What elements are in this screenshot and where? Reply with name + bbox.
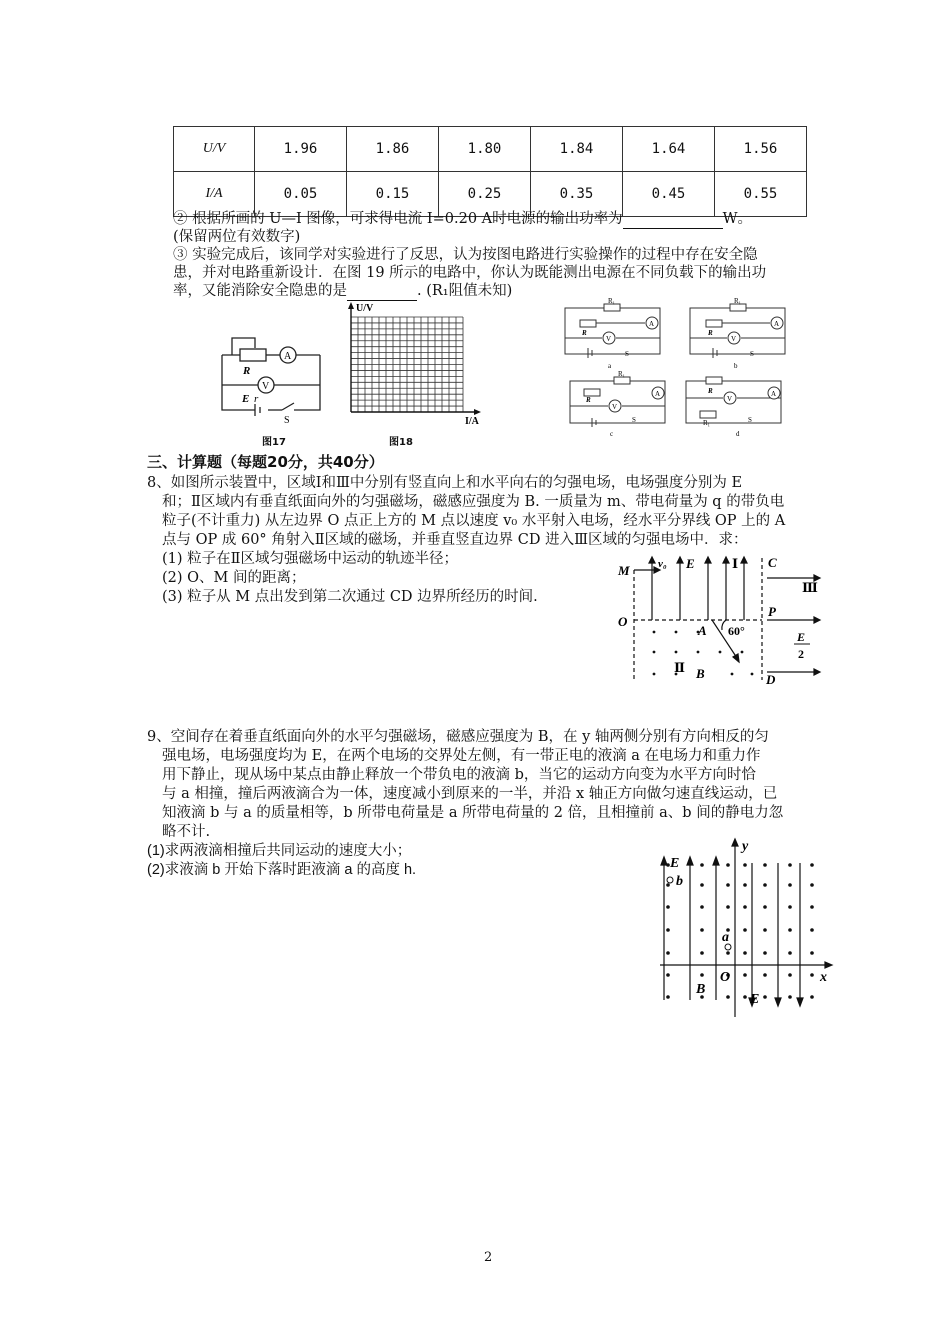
table-row xyxy=(174,127,807,172)
svg-text:R: R xyxy=(582,329,587,337)
figure-18-grid xyxy=(338,300,490,428)
table-cell: 1.80 xyxy=(439,127,531,172)
answer-blank xyxy=(347,282,417,301)
q9-item: (1)求两液滴相撞后共同运动的速度大小； xyxy=(147,843,412,859)
svg-text:R₁: R₁ xyxy=(734,298,742,305)
table-cell: 0.25 xyxy=(439,172,531,217)
field-E-bottom-label: E xyxy=(750,992,760,1007)
table-cell: 0.15 xyxy=(347,172,439,217)
section-heading: 三、计算题（每题20分，共40分） xyxy=(147,453,384,471)
q9-item: (2)求液滴 b 开始下落时距液滴 a 的高度 h. xyxy=(147,862,417,878)
field-E-label: E xyxy=(686,556,695,571)
y-axis-label: y xyxy=(742,839,749,854)
table-cell: 0.45 xyxy=(623,172,715,217)
figure-17-circuit xyxy=(210,330,330,425)
part2-line5: 率，又能消除安全隐患的是 . (R₁阻值未知) xyxy=(173,283,513,299)
part2-line4: 患，并对电路重新设计．在图 19 所示的电路中，你认为既能测出电源在不同负载下的输出功 xyxy=(173,265,767,281)
fraction-denominator: 2 xyxy=(798,647,804,661)
circuit-label-d: d xyxy=(736,430,740,438)
svg-text:S: S xyxy=(625,350,629,358)
y-axis-label: U/V xyxy=(356,303,374,314)
q8-line: 点与 OP 成 60° 角射入Ⅱ区域的磁场，并垂直竖直边界 CD 进入Ⅲ区域的匀强电场中．求： xyxy=(162,532,748,548)
point-M: M xyxy=(618,563,630,578)
q8-field-figure xyxy=(612,550,832,690)
q8-line: 和；Ⅱ区域内有垂直纸面向外的匀强磁场，磁感应强度为 B. 一质量为 m、带电荷量为 q 的带负电 xyxy=(162,494,785,510)
q9-line: 知液滴 b 与 a 的质量相等，b 所带电荷量是 a 所带电荷量的 2 倍，且相撞前 a、b 间的静电力忽 xyxy=(162,805,784,821)
svg-text:V: V xyxy=(606,335,612,343)
emf-label: E xyxy=(242,393,250,405)
resistor-label: R xyxy=(243,365,251,377)
droplet-b-label: b xyxy=(676,874,683,889)
table-cell: 1.64 xyxy=(623,127,715,172)
svg-text:S: S xyxy=(750,350,754,358)
velocity-label: v₀ xyxy=(658,558,667,570)
q9-line: 用下静止，现从场中某点由静止释放一个带负电的液滴 b，当它的运动方向变为水平方向时恰 xyxy=(162,767,756,783)
svg-text:V: V xyxy=(612,403,618,411)
internal-resistance-label: r xyxy=(254,393,259,405)
q8-line: 粒子(不计重力) 从左边界 O 点正上方的 M 点以速度 v₀ 水平射入电场，经水平分界线 OP 上的 A xyxy=(162,513,786,529)
svg-text:A: A xyxy=(649,320,655,328)
table-cell: 0.05 xyxy=(255,172,347,217)
field-B-label: B xyxy=(696,982,706,997)
part2-line2: (保留两位有效数字) xyxy=(173,229,301,245)
svg-text:R₁: R₁ xyxy=(618,370,626,378)
svg-text:A: A xyxy=(771,390,777,398)
field-E-top-label: E xyxy=(670,856,680,871)
table-cell: 1.96 xyxy=(255,127,347,172)
q9-field-figure xyxy=(650,835,840,1025)
ammeter-label: A xyxy=(284,351,292,362)
svg-text:S: S xyxy=(748,416,752,424)
q8-line: 8、如图所示装置中，区域Ⅰ和Ⅲ中分别有竖直向上和水平向右的匀强电场，电场强度分别为 E xyxy=(147,475,743,491)
svg-text:R₁: R₁ xyxy=(608,298,616,305)
table-cell: 0.35 xyxy=(531,172,623,217)
page-number: 2 xyxy=(484,1250,493,1265)
svg-text:S: S xyxy=(632,416,636,424)
fraction-numerator: E xyxy=(797,630,806,644)
figure-17-caption: 图17 xyxy=(262,437,286,448)
circuit-label-a: a xyxy=(608,362,612,370)
figure-18-caption: 图18 xyxy=(389,437,413,448)
point-O: O xyxy=(618,614,628,629)
angle-label: 60° xyxy=(728,624,745,638)
table-cell: 1.56 xyxy=(715,127,807,172)
q9-line: 强电场，电场强度均为 E，在两个电场的交界处左侧，有一带正电的液滴 a 在电场力和重力作 xyxy=(162,748,761,764)
svg-text:R: R xyxy=(708,329,713,337)
q8-item: (3) 粒子从 M 点出发到第二次通过 CD 边界所经历的时间. xyxy=(162,589,538,605)
table-cell: 1.84 xyxy=(531,127,623,172)
answer-blank xyxy=(623,210,723,229)
origin-label: O xyxy=(720,970,731,985)
region-III-label: Ⅲ xyxy=(802,580,818,595)
part2-line3: ③ 实验完成后，该同学对实验进行了反思，认为按图电路进行实验操作的过程中存在安全隐 xyxy=(173,247,758,263)
q8-item: (2) O、M 间的距离； xyxy=(162,570,306,586)
point-B: B xyxy=(696,666,705,681)
circuit-label-c: c xyxy=(610,430,614,438)
svg-text:R: R xyxy=(586,396,591,404)
q8-item: (1) 粒子在Ⅱ区域匀强磁场中运动的轨迹半径； xyxy=(162,551,459,567)
point-D: D xyxy=(766,672,776,687)
svg-text:V: V xyxy=(731,335,737,343)
svg-text:R: R xyxy=(708,387,713,395)
q9-line: 9、空间存在着垂直纸面向外的水平匀强磁场，磁感应强度为 B，在 y 轴两侧分别有方向相反的匀 xyxy=(147,729,769,745)
point-A: A xyxy=(698,623,707,638)
svg-text:V: V xyxy=(727,395,733,403)
row-header: U/V xyxy=(174,127,255,172)
row-header: I/A xyxy=(174,172,255,217)
x-axis-label: I/A xyxy=(465,416,479,427)
voltmeter-label: V xyxy=(262,381,270,392)
point-C: C xyxy=(768,555,777,570)
droplet-a-label: a xyxy=(722,930,729,945)
x-axis-label: x xyxy=(820,970,827,985)
switch-label: S xyxy=(284,415,290,425)
svg-text:A: A xyxy=(774,320,780,328)
measurement-table xyxy=(173,126,807,217)
point-P: P xyxy=(768,604,776,619)
region-I-label: Ⅰ xyxy=(732,556,739,571)
svg-text:R₁: R₁ xyxy=(703,419,711,427)
circuit-label-b: b xyxy=(734,362,738,370)
table-cell: 0.55 xyxy=(715,172,807,217)
q9-line: 与 a 相撞，撞后两液滴合为一体，速度减小到原来的一半，并沿 x 轴正方向做匀速直线运动，已 xyxy=(162,786,778,802)
q9-line: 略不计. xyxy=(162,824,211,840)
svg-text:A: A xyxy=(655,390,661,398)
figure-19-circuits xyxy=(560,298,800,440)
region-II-label: Ⅱ xyxy=(674,660,685,675)
part2-line1: ② 根据所画的 U—I 图像，可求得电流 I=0.20 A时电源的输出功率为 W。 xyxy=(173,211,753,227)
table-cell: 1.86 xyxy=(347,127,439,172)
